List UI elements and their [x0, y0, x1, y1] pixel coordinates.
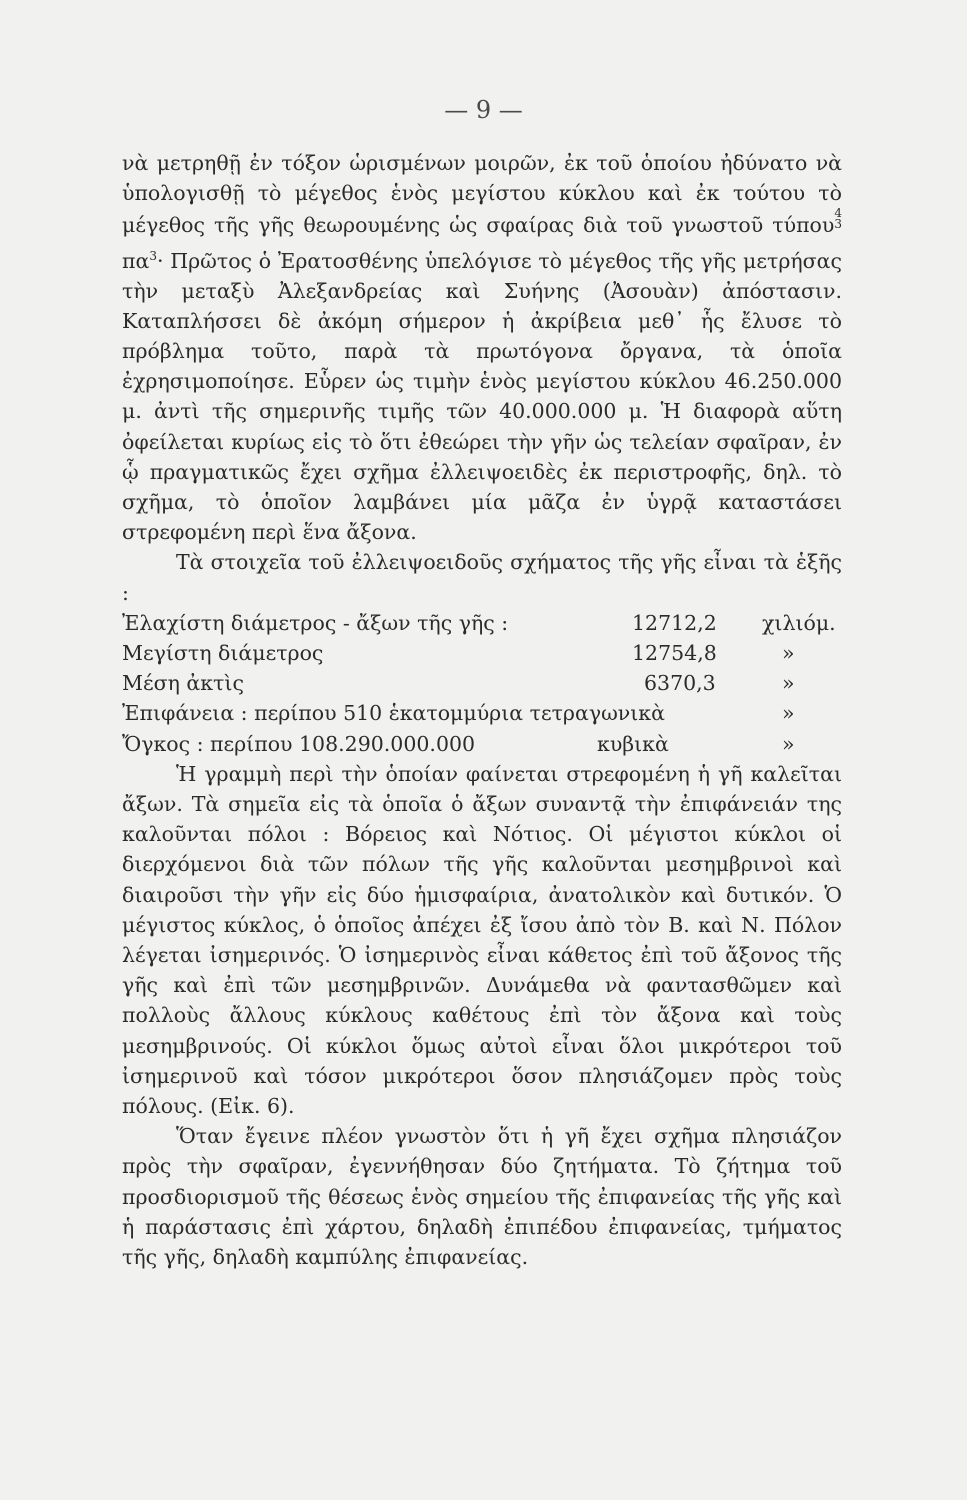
- surface-unit: »: [782, 701, 795, 726]
- fraction-numerator: 4: [834, 206, 842, 221]
- element-unit: »: [782, 671, 795, 696]
- volume-label: Ὄγκος : περίπου 108.290.000.000: [122, 731, 476, 756]
- element-value: 12754,8: [632, 641, 717, 666]
- volume-unit: »: [782, 731, 795, 756]
- element-label: Μέση ἀκτὶς: [122, 671, 244, 696]
- paragraph-4: Ὅταν ἔγεινε πλέον γνωστὸν ὅτι ἡ γῆ ἔχει σχῆμα πλησιάζον πρὸς τὴν σφαῖραν, ἐγεννήθησαν δύο ζητήματα. Τὸ ζήτημα τοῦ προσδιορισμοῦ τῆς θέσεως ἑνὸς σημείου τῆς ἐπιφανείας τῆς γῆς καὶ ἡ παράστασις ἐπὶ χάρτου, δηλαδὴ ἐπιπέδου ἐπιφανείας, τμήματος τῆς γῆς, δηλαδὴ καμπύλης ἐπιφανείας.: [122, 1124, 842, 1270]
- table-row: [122, 608, 842, 638]
- table-row: [122, 668, 842, 698]
- paragraph-1-lead: νὰ μετρηθῇ ἐν τόξον ὡρισμένων μοιρῶν, ἐκ τοῦ ὁποίου ἠδύνατο νὰ ὑπολογισθῇ τὸ μέγεθος ἑνὸς μεγίστου κύκλου καὶ ἐκ τούτου τὸ μέγεθος τῆς γῆς θεωρουμένης ὡς σφαίρας διὰ τοῦ γνωστοῦ τύπου: [122, 151, 842, 238]
- element-unit: »: [782, 641, 795, 666]
- surface-label: Ἐπιφάνεια : περίπου 510 ἑκατομμύρια τετραγωνικὰ: [122, 701, 665, 726]
- element-unit: χιλιόμ.: [762, 610, 836, 635]
- paragraph-2: Τὰ στοιχεῖα τοῦ ἐλλειψοειδοῦς σχήματος τῆς γῆς εἶναι τὰ ἑξῆς :: [122, 550, 842, 605]
- volume-value: κυβικὰ: [597, 731, 669, 756]
- table-row: [122, 729, 842, 759]
- paragraph-1: [122, 148, 842, 547]
- fraction-denominator: 3: [834, 217, 842, 232]
- table-row: [122, 698, 842, 728]
- formula: πα: [122, 248, 150, 273]
- element-label: Μεγίστη διάμετρος: [122, 641, 324, 666]
- paragraph-3: Ἡ γραμμὴ περὶ τὴν ὁποίαν φαίνεται στρεφομένη ἡ γῆ καλεῖται ἄξων. Τὰ σημεῖα εἰς τὰ ὁποῖα ὁ ἄξων συναντᾷ τὴν ἐπιφάνειάν της καλοῦνται πόλοι : Βόρειος καὶ Νότιος. Οἱ μέγιστοι κύκλοι οἱ διερχόμενοι διὰ τῶν πόλων τῆς γῆς καλοῦνται μεσημβρινοὶ καὶ διαιροῦσι τὴν γῆν εἰς δύο ἡμισφαίρια, ἀνατολικὸν καὶ δυτικόν. Ὁ μέγιστος κύκλος, ὁ ὁποῖος ἀπέχει ἐξ ἴσου ἀπὸ τὸν Β. καὶ Ν. Πόλον λέγεται ἰσημερινός. Ὁ ἰσημερινὸς εἶναι κάθετος ἐπὶ τοῦ ἄξονος τῆς γῆς καὶ ἐπὶ τῶν μεσημβρινῶν. Δυνάμεθα νὰ φαντασθῶμεν καὶ πολλοὺς ἄλλους κύκλους καθέτους ἐπὶ τὸν ἄξονα καὶ τοὺς μεσημβρινούς. Οἱ κύκλοι ὅμως αὐτοὶ εἶναι ὅλοι μικρότεροι τοῦ ἰσημερινοῦ καὶ τόσον μικρότεροι ὅσον πλησιάζομεν πρὸς τοὺς πόλους. (Εἰκ. 6).: [122, 761, 842, 1119]
- paragraph-1-rest: · Πρῶτος ὁ Ἐρατοσθένης ὑπελόγισε τὸ μέγεθος τῆς γῆς μετρήσας τὴν μεταξὺ Ἀλεξανδρείας καὶ Συήνης (Ἀσουὰν) ἀπόστασιν. Καταπλήσσει δὲ ἀκόμη σήμερον ἡ ἀκρίβεια μεθ᾽ ἧς ἔλυσε τὸ πρόβλημα τοῦτο, παρὰ τὰ πρωτόγονα ὄργανα, τὰ ὁποῖα ἐχρησιμοποίησε. Εὗρεν ὡς τιμὴν ἑνὸς μεγίστου κύκλου 46.250.000 μ. ἀντὶ τῆς σημερινῆς τιμῆς τῶν 40.000.000 μ. Ἡ διαφορὰ αὕτη ὀφείλεται κυρίως εἰς τὸ ὅτι ἐθεώρει τὴν γῆν ὡς τελείαν σφαῖραν, ἐν ᾧ πραγματικῶς ἔχει σχῆμα ἐλλειψοειδὲς ἐκ περιστροφῆς, δηλ. τὸ σχῆμα, τὸ ὁποῖον λαμβάνει μία μᾶζα ἐν ὑγρᾷ καταστάσει στρεφομένη περὶ ἕνα ἄξονα.: [122, 248, 842, 545]
- earth-elements-table: [122, 608, 842, 759]
- text-body: [122, 148, 842, 1272]
- element-value: 6370,3: [644, 671, 716, 696]
- element-label: Ἐλαχίστη διάμετρος - ἄξων τῆς γῆς :: [122, 610, 509, 635]
- element-value: 12712,2: [632, 610, 717, 635]
- fraction: [834, 208, 842, 230]
- page-number: — 9 —: [444, 96, 523, 124]
- formula-exponent: 3: [149, 248, 157, 263]
- table-row: [122, 638, 842, 668]
